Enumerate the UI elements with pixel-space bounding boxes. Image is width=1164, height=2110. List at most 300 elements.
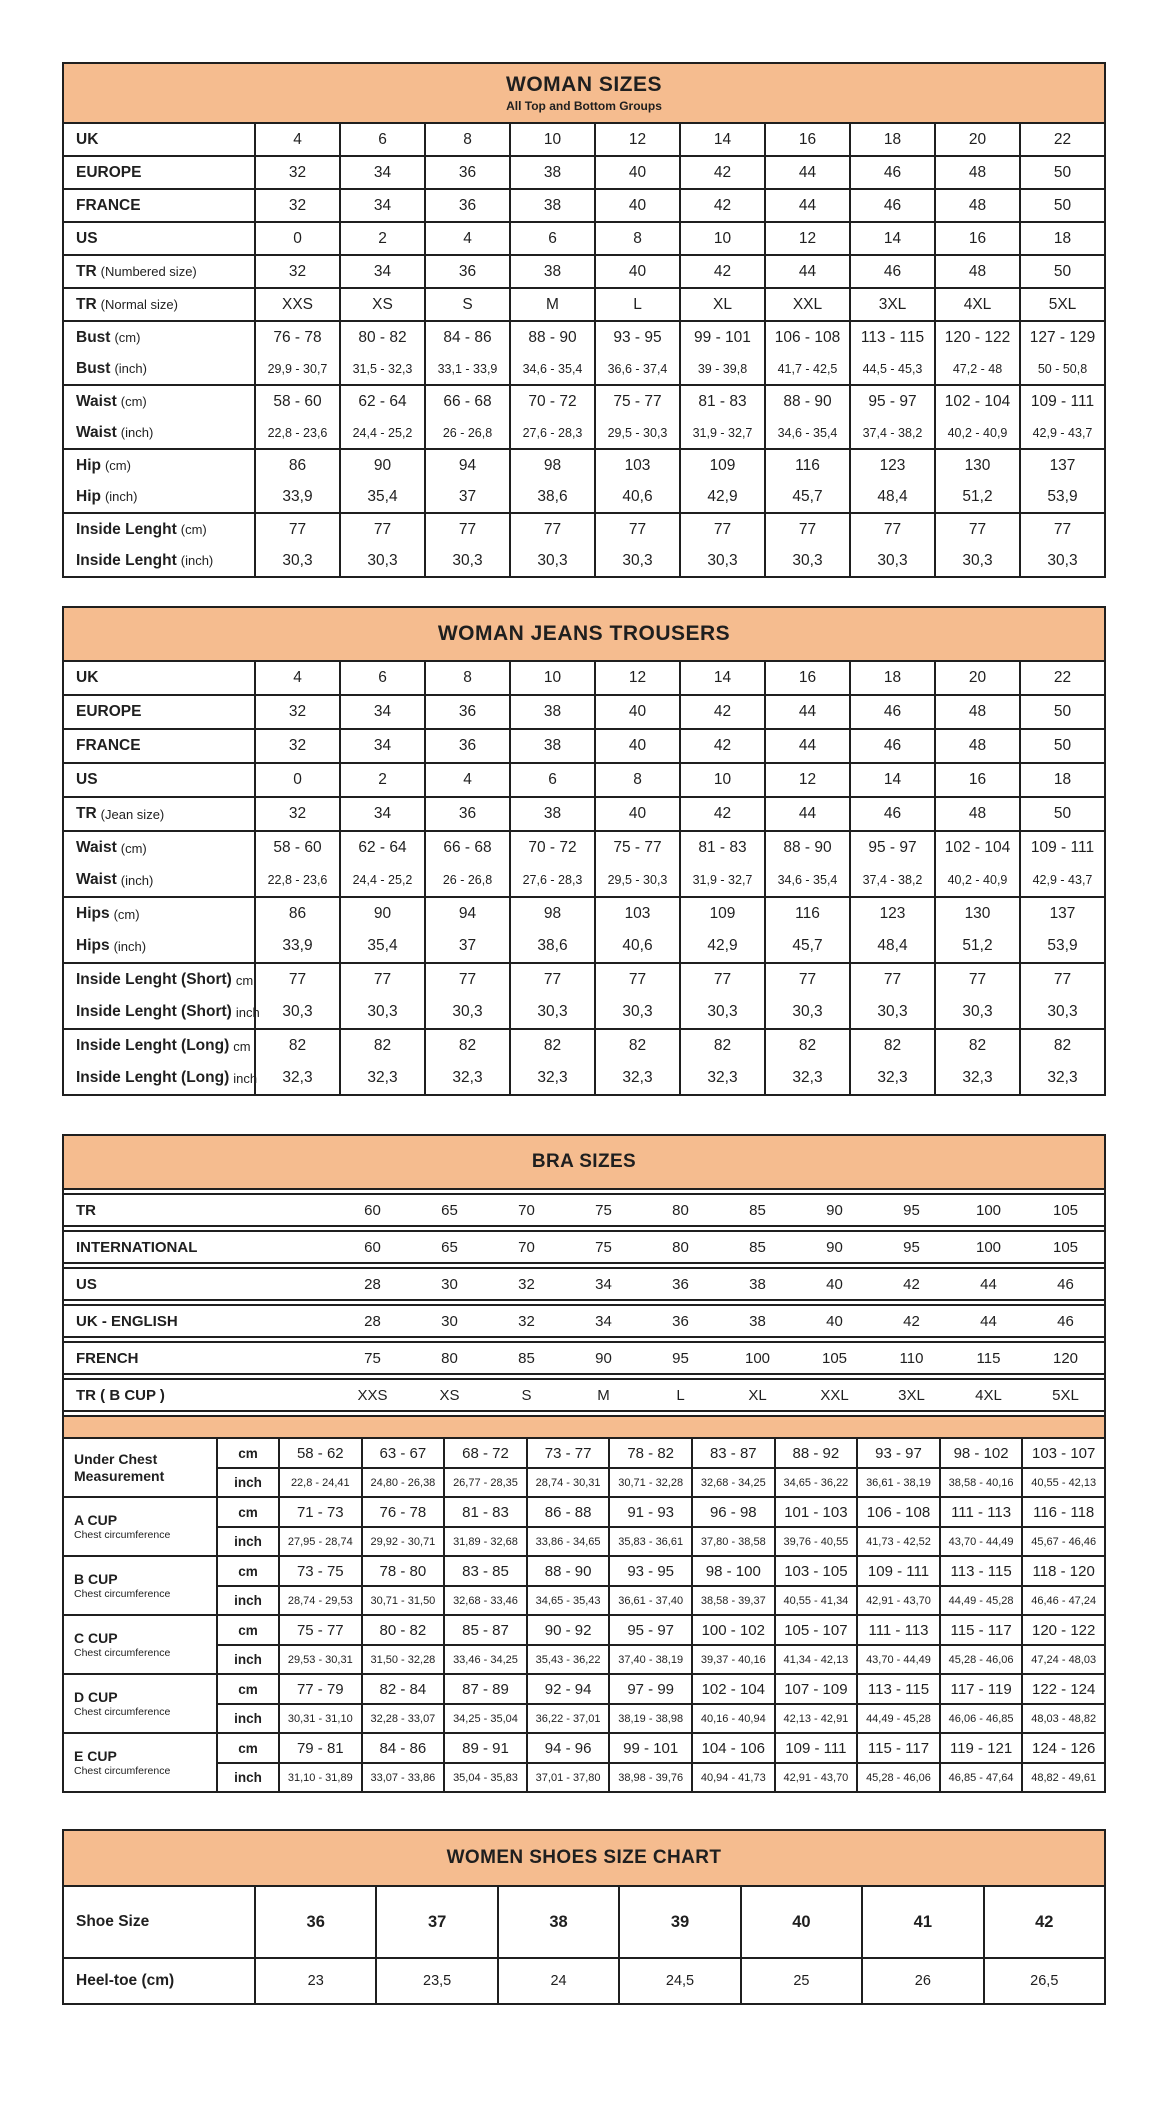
size-cell: 77: [424, 514, 509, 545]
cup-cm-cell: 105 - 107: [774, 1616, 857, 1646]
cup-inch-cell: 29,92 - 30,71: [361, 1528, 444, 1555]
cup-label-sub: Chest circumference: [74, 1588, 171, 1601]
cup-inch-cell: 46,85 - 47,64: [939, 1764, 1022, 1791]
divider-band: [64, 1415, 1104, 1439]
size-row: [64, 155, 1104, 188]
bra-system-table: [64, 1193, 1104, 1415]
size-cell: 8: [424, 662, 509, 694]
size-cell: 42: [679, 798, 764, 830]
size-cell: 77: [339, 964, 424, 996]
woman-sizes-section: [62, 62, 1106, 578]
cup-label: E CUP Chest circumference: [64, 1734, 216, 1791]
cup-cm-cell: 94 - 96: [526, 1734, 609, 1764]
size-cell: 18: [849, 662, 934, 694]
cup-cm-cell: 118 - 120: [1021, 1557, 1104, 1587]
size-cell: 22: [1019, 662, 1104, 694]
bra-system-row: [64, 1304, 1104, 1338]
unit-cm-label: cm: [216, 1675, 278, 1705]
size-cell: 16: [764, 662, 849, 694]
size-cell: 77: [764, 514, 849, 545]
size-cell: 48: [934, 696, 1019, 728]
woman-jeans-section: [62, 606, 1106, 1096]
cup-cm-cell: 84 - 86: [361, 1734, 444, 1764]
unit-inch-label: inch: [216, 1469, 278, 1496]
size-cell: 46: [849, 730, 934, 762]
cup-inch-cell: 24,80 - 26,38: [361, 1469, 444, 1496]
bra-size-cell: 105: [1052, 1201, 1079, 1219]
size-row: [64, 287, 1104, 320]
row-label-sub: (inch): [180, 553, 214, 568]
size-cell: 30,3: [254, 545, 339, 576]
cup-cm-cell: 90 - 92: [526, 1616, 609, 1646]
size-cell: 106 - 108: [764, 322, 849, 353]
row-label-sub: inch: [233, 1070, 258, 1086]
size-cell: 76 - 78: [254, 322, 339, 353]
size-cell: 41,7 - 42,5: [764, 353, 849, 384]
shoe-row: [64, 1957, 1104, 2003]
size-cell: 30,3: [679, 996, 764, 1028]
size-cell: XL: [679, 289, 764, 320]
cup-inch-cell: 40,94 - 41,73: [691, 1764, 774, 1791]
shoe-cell: 23,5: [375, 1959, 496, 2003]
size-cell: 42: [679, 256, 764, 287]
bra-size-cell: 80: [672, 1238, 689, 1256]
size-cell: 32,3: [1019, 1062, 1104, 1094]
size-cell: 32,3: [679, 1062, 764, 1094]
size-cell: 58 - 60: [254, 386, 339, 417]
bra-size-cell: 75: [595, 1201, 612, 1219]
size-row: [64, 254, 1104, 287]
size-cell: 62 - 64: [339, 832, 424, 864]
size-cell: 82: [594, 1030, 679, 1062]
size-cell: 38,6: [509, 481, 594, 512]
cup-cm-cell: 73 - 75: [278, 1557, 361, 1587]
unit-cm-label: cm: [216, 1616, 278, 1646]
size-cell: 32: [254, 798, 339, 830]
cup-inch-cell: 34,65 - 36,22: [774, 1469, 857, 1496]
cup-inch-cell: 42,91 - 43,70: [856, 1587, 939, 1614]
row-label-sub: (inch): [113, 938, 147, 954]
shoe-cell: 42: [983, 1887, 1104, 1957]
cup-inch-cell: 40,16 - 40,94: [691, 1705, 774, 1732]
shoe-cell: 24: [497, 1959, 618, 2003]
cup-cm-cell: 82 - 84: [361, 1675, 444, 1705]
bra-size-cell: 38: [749, 1275, 766, 1293]
size-cell: 94: [424, 450, 509, 481]
size-cell: 16: [764, 124, 849, 155]
size-cell: 109 - 111: [1019, 832, 1104, 864]
size-cell: 31,9 - 32,7: [679, 864, 764, 896]
size-cell: 40: [594, 798, 679, 830]
size-cell: 37: [424, 481, 509, 512]
size-cell: 18: [849, 124, 934, 155]
size-cell: 77: [1019, 964, 1104, 996]
bra-sizes-section: [62, 1134, 1106, 1793]
bra-size-cell: 85: [749, 1201, 766, 1219]
size-cell: 82: [339, 1030, 424, 1062]
size-cell: 32,3: [424, 1062, 509, 1094]
cup-cm-cell: 113 - 115: [856, 1675, 939, 1705]
size-cell: 12: [764, 764, 849, 796]
size-cell: 42: [679, 730, 764, 762]
size-row: [64, 728, 1104, 762]
size-cell: 14: [849, 223, 934, 254]
size-cell: 40: [594, 190, 679, 221]
woman-jeans-header: [64, 608, 1104, 662]
size-cell: 48,4: [849, 930, 934, 962]
bra-size-cell: 32: [518, 1312, 535, 1330]
size-row: [64, 962, 1104, 996]
size-cell: 6: [339, 124, 424, 155]
size-cell: 12: [764, 223, 849, 254]
row-label: Shoe Size: [76, 1913, 150, 1930]
cup-inch-cell: 32,28 - 33,07: [361, 1705, 444, 1732]
cup-cm-cell: 91 - 93: [608, 1498, 691, 1528]
cup-cm-cell: 98 - 102: [939, 1439, 1022, 1469]
cup-inch-cell: 43,70 - 44,49: [856, 1646, 939, 1673]
size-cell: 50: [1019, 256, 1104, 287]
size-cell: 29,9 - 30,7: [254, 353, 339, 384]
cup-cm-cell: 77 - 79: [278, 1675, 361, 1705]
bra-size-cell: 80: [672, 1201, 689, 1219]
cup-cm-cell: 83 - 87: [691, 1439, 774, 1469]
cup-cm-cell: 88 - 90: [526, 1557, 609, 1587]
size-cell: 8: [424, 124, 509, 155]
size-cell: 70 - 72: [509, 832, 594, 864]
cup-inch-cell: 45,28 - 46,06: [856, 1764, 939, 1791]
cup-label: D CUP Chest circumference: [64, 1675, 216, 1732]
bra-size-cell: 95: [672, 1349, 689, 1367]
size-cell: 51,2: [934, 930, 1019, 962]
size-cell: 116: [764, 450, 849, 481]
cup-inch-cell: 43,70 - 44,49: [939, 1528, 1022, 1555]
cup-inch-cell: 38,58 - 40,16: [939, 1469, 1022, 1496]
row-label: Inside Lenght (Long) cm: [76, 1037, 251, 1054]
shoe-cell: 39: [618, 1887, 739, 1957]
row-label: UK: [76, 130, 99, 148]
size-cell: 90: [339, 450, 424, 481]
cup-inch-cell: 42,13 - 42,91: [774, 1705, 857, 1732]
size-cell: 46: [849, 798, 934, 830]
size-cell: 36: [424, 798, 509, 830]
size-cell: 123: [849, 450, 934, 481]
bra-size-cell: 100: [975, 1201, 1002, 1219]
size-row: [64, 384, 1104, 417]
row-label: TR ( B CUP ): [76, 1386, 165, 1404]
cup-inch-cell: 37,01 - 37,80: [526, 1764, 609, 1791]
size-cell: 46: [849, 190, 934, 221]
cup-label-sub: Chest circumference: [74, 1765, 171, 1778]
size-cell: 44: [764, 798, 849, 830]
bra-size-cell: 85: [518, 1349, 535, 1367]
row-label: Hips (inch): [76, 937, 147, 954]
cup-cm-cell: 99 - 101: [608, 1734, 691, 1764]
size-cell: 77: [254, 514, 339, 545]
size-cell: 39 - 39,8: [679, 353, 764, 384]
cup-cm-cell: 109 - 111: [856, 1557, 939, 1587]
cup-cm-cell: 93 - 95: [608, 1557, 691, 1587]
bra-size-cell: 100: [744, 1349, 771, 1367]
shoes-title: WOMEN SHOES SIZE CHART: [446, 1847, 722, 1868]
size-cell: 18: [1019, 764, 1104, 796]
size-cell: 30,3: [764, 996, 849, 1028]
size-cell: 38: [509, 696, 594, 728]
size-cell: 10: [509, 124, 594, 155]
size-cell: 82: [254, 1030, 339, 1062]
shoe-cell: 40: [740, 1887, 861, 1957]
unit-cm-label: cm: [216, 1498, 278, 1528]
bra-size-cell: S: [521, 1386, 532, 1404]
cup-inch-cell: 46,06 - 46,85: [939, 1705, 1022, 1732]
row-label-sub: inch: [235, 1004, 260, 1020]
bra-system-row: [64, 1378, 1104, 1412]
size-cell: 70 - 72: [509, 386, 594, 417]
size-cell: 88 - 90: [764, 386, 849, 417]
size-cell: 40: [594, 730, 679, 762]
size-cell: 32: [254, 730, 339, 762]
cup-label-sub: Chest circumference: [74, 1706, 171, 1719]
size-row: [64, 481, 1104, 512]
cup-cm-cell: 124 - 126: [1021, 1734, 1104, 1764]
cup-cm-cell: 63 - 67: [361, 1439, 444, 1469]
size-cell: 95 - 97: [849, 832, 934, 864]
cup-inch-cell: 34,25 - 35,04: [443, 1705, 526, 1732]
cup-inch-cell: 45,67 - 46,46: [1021, 1528, 1104, 1555]
size-row: [64, 896, 1104, 930]
size-cell: 109: [679, 450, 764, 481]
row-label: Inside Lenght (cm): [76, 520, 207, 538]
size-cell: 37: [424, 930, 509, 962]
cup-cm-cell: 117 - 119: [939, 1675, 1022, 1705]
size-cell: 62 - 64: [339, 386, 424, 417]
cup-label: C CUP Chest circumference: [64, 1616, 216, 1673]
size-cell: 50 - 50,8: [1019, 353, 1104, 384]
size-cell: 77: [849, 514, 934, 545]
bra-system-row: [64, 1341, 1104, 1375]
size-cell: 109: [679, 898, 764, 930]
size-cell: 14: [679, 662, 764, 694]
cup-cm-cell: 78 - 82: [608, 1439, 691, 1469]
bra-size-cell: 115: [976, 1349, 1001, 1367]
size-row: [64, 864, 1104, 896]
cup-inch-cell: 32,68 - 33,46: [443, 1587, 526, 1614]
row-label-sub: (cm): [114, 330, 141, 345]
size-cell: 12: [594, 662, 679, 694]
size-cell: 16: [934, 223, 1019, 254]
bra-size-cell: 42: [903, 1275, 920, 1293]
cup-inch-cell: 40,55 - 42,13: [1021, 1469, 1104, 1496]
row-label-sub: (cm): [120, 840, 147, 856]
size-cell: 34: [339, 190, 424, 221]
row-label-sub: (cm): [113, 906, 140, 922]
bra-size-cell: XL: [748, 1386, 767, 1404]
cup-cm-cell: 79 - 81: [278, 1734, 361, 1764]
size-cell: 66 - 68: [424, 832, 509, 864]
bra-size-cell: 90: [595, 1349, 612, 1367]
cup-cm-cell: 106 - 108: [856, 1498, 939, 1528]
shoe-cell: 37: [375, 1887, 496, 1957]
size-row: [64, 796, 1104, 830]
bra-size-cell: 4XL: [975, 1386, 1002, 1404]
row-label-sub: (cm): [104, 458, 131, 473]
size-cell: 77: [934, 514, 1019, 545]
cup-inch-cell: 41,73 - 42,52: [856, 1528, 939, 1555]
bra-system-row: [64, 1230, 1104, 1264]
size-cell: 109 - 111: [1019, 386, 1104, 417]
cup-inch-cell: 37,80 - 38,58: [691, 1528, 774, 1555]
size-cell: 103: [594, 898, 679, 930]
cup-inch-cell: 33,07 - 33,86: [361, 1764, 444, 1791]
size-cell: 30,3: [934, 996, 1019, 1028]
shoe-row: [64, 1887, 1104, 1957]
size-cell: 42,9 - 43,7: [1019, 864, 1104, 896]
size-cell: 32: [254, 190, 339, 221]
size-cell: 77: [764, 964, 849, 996]
size-cell: 80 - 82: [339, 322, 424, 353]
size-cell: 86: [254, 898, 339, 930]
size-cell: 44: [764, 190, 849, 221]
size-cell: 14: [679, 124, 764, 155]
row-label: Bust (cm): [76, 328, 141, 346]
cup-cm-cell: 120 - 122: [1021, 1616, 1104, 1646]
row-label: EUROPE: [76, 163, 142, 181]
cup-cm-cell: 100 - 102: [691, 1616, 774, 1646]
size-row: [64, 762, 1104, 796]
size-cell: 32: [254, 157, 339, 188]
shoes-header: [64, 1831, 1104, 1887]
size-cell: 0: [254, 223, 339, 254]
size-cell: 94: [424, 898, 509, 930]
cup-cm-cell: 78 - 80: [361, 1557, 444, 1587]
row-label: Inside Lenght (Short) cm: [76, 971, 254, 988]
size-cell: 34,6 - 35,4: [764, 417, 849, 448]
size-cell: 120 - 122: [934, 322, 1019, 353]
unit-inch-label: inch: [216, 1705, 278, 1732]
size-cell: 33,1 - 33,9: [424, 353, 509, 384]
size-cell: XXS: [254, 289, 339, 320]
size-cell: 27,6 - 28,3: [509, 417, 594, 448]
size-cell: 30,3: [1019, 996, 1104, 1028]
size-cell: 16: [934, 764, 1019, 796]
size-cell: 44: [764, 157, 849, 188]
size-cell: 27,6 - 28,3: [509, 864, 594, 896]
size-cell: 82: [509, 1030, 594, 1062]
size-cell: 29,5 - 30,3: [594, 417, 679, 448]
cup-inch-cell: 26,77 - 28,35: [443, 1469, 526, 1496]
row-label-sub: (inch): [114, 361, 147, 376]
cup-group: [64, 1614, 1104, 1673]
size-cell: 10: [679, 764, 764, 796]
bra-size-cell: XS: [439, 1386, 460, 1404]
size-cell: 38,6: [509, 930, 594, 962]
cup-cm-cell: 103 - 107: [1021, 1439, 1104, 1469]
size-cell: 36: [424, 256, 509, 287]
size-row: [64, 662, 1104, 694]
size-cell: 3XL: [849, 289, 934, 320]
row-label-sub: (cm): [120, 394, 147, 409]
size-cell: 34: [339, 696, 424, 728]
bra-size-cell: 85: [749, 1238, 766, 1256]
size-cell: 45,7: [764, 481, 849, 512]
size-cell: 77: [594, 514, 679, 545]
cup-inch-cell: 28,74 - 30,31: [526, 1469, 609, 1496]
bra-size-cell: 40: [826, 1312, 843, 1330]
size-cell: L: [594, 289, 679, 320]
unit-inch-label: inch: [216, 1646, 278, 1673]
size-cell: 30,3: [1019, 545, 1104, 576]
unit-cm-label: cm: [216, 1439, 278, 1469]
row-label: Hip (inch): [76, 487, 138, 505]
row-label: Waist (cm): [76, 839, 147, 856]
size-cell: 88 - 90: [764, 832, 849, 864]
size-cell: 4: [424, 223, 509, 254]
size-cell: 10: [679, 223, 764, 254]
bra-size-cell: XXS: [357, 1386, 388, 1404]
cup-inch-cell: 38,98 - 39,76: [608, 1764, 691, 1791]
row-label: Inside Lenght (inch): [76, 551, 214, 569]
bra-size-cell: 120: [1052, 1349, 1079, 1367]
cup-inch-cell: 22,8 - 24,41: [278, 1469, 361, 1496]
size-cell: 50: [1019, 730, 1104, 762]
size-cell: 77: [1019, 514, 1104, 545]
cup-inch-cell: 29,53 - 30,31: [278, 1646, 361, 1673]
size-cell: 30,3: [509, 996, 594, 1028]
cup-inch-cell: 38,19 - 38,98: [608, 1705, 691, 1732]
cup-inch-cell: 39,76 - 40,55: [774, 1528, 857, 1555]
unit-inch-label: inch: [216, 1587, 278, 1614]
size-cell: 12: [594, 124, 679, 155]
size-row: [64, 188, 1104, 221]
size-cell: 53,9: [1019, 481, 1104, 512]
size-cell: 47,2 - 48: [934, 353, 1019, 384]
row-label: TR (Jean size): [76, 805, 165, 822]
size-cell: 36: [424, 730, 509, 762]
row-label: US: [76, 229, 98, 247]
size-cell: 50: [1019, 696, 1104, 728]
size-cell: 44: [764, 730, 849, 762]
size-cell: 22,8 - 23,6: [254, 864, 339, 896]
cup-group: [64, 1555, 1104, 1614]
size-cell: 137: [1019, 450, 1104, 481]
cup-inch-cell: 40,55 - 41,34: [774, 1587, 857, 1614]
bra-size-cell: XXL: [820, 1386, 849, 1404]
cup-inch-cell: 33,46 - 34,25: [443, 1646, 526, 1673]
bra-size-cell: L: [676, 1386, 685, 1404]
size-cell: 103: [594, 450, 679, 481]
cup-inch-cell: 35,43 - 36,22: [526, 1646, 609, 1673]
row-label-sub: cm: [235, 972, 254, 988]
size-cell: 35,4: [339, 930, 424, 962]
bra-size-cell: 44: [980, 1275, 997, 1293]
bra-size-cell: 34: [595, 1275, 612, 1293]
size-cell: 37,4 - 38,2: [849, 417, 934, 448]
bra-size-cell: 46: [1057, 1312, 1074, 1330]
row-label: TR (Numbered size): [76, 262, 197, 280]
bra-size-cell: 90: [826, 1238, 843, 1256]
size-row: [64, 512, 1104, 545]
row-label-sub: (Jean size): [100, 806, 165, 822]
bra-size-cell: 75: [364, 1349, 381, 1367]
size-cell: 40: [594, 696, 679, 728]
size-cell: 10: [509, 662, 594, 694]
size-cell: 14: [849, 764, 934, 796]
bra-size-cell: 36: [672, 1312, 689, 1330]
bra-size-cell: 95: [903, 1201, 920, 1219]
size-cell: XS: [339, 289, 424, 320]
size-cell: 45,7: [764, 930, 849, 962]
cup-cm-cell: 75 - 77: [278, 1616, 361, 1646]
shoe-cell: 26: [861, 1959, 982, 2003]
